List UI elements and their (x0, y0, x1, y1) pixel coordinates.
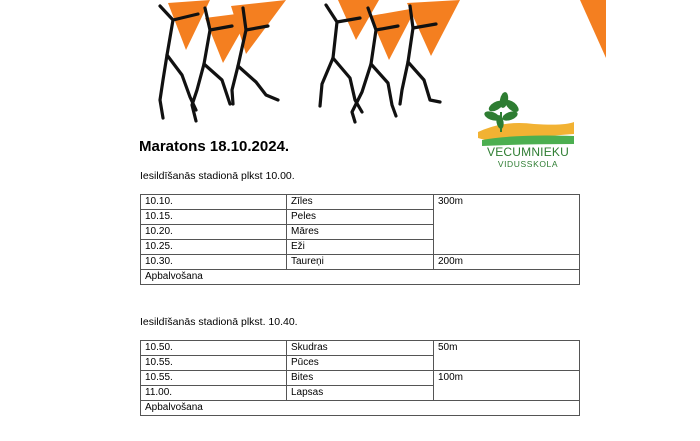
time-cell: 11.00. (141, 386, 287, 401)
running-figures-illustration (0, 0, 700, 130)
distance-cell: 100m (434, 371, 580, 401)
schedule-table-1 (140, 194, 580, 285)
time-cell: 10.50. (141, 341, 287, 356)
table-row (141, 255, 580, 270)
time-cell: 10.15. (141, 210, 287, 225)
group-cell: Bites (287, 371, 434, 386)
logo-text-school-type: VIDUSSKOLA (497, 159, 559, 169)
group-cell: Zīles (287, 195, 434, 210)
distance-cell: 300m (434, 195, 580, 255)
schedule-table-2 (140, 340, 580, 416)
table-row (141, 371, 580, 386)
group-cell: Pūces (287, 356, 434, 371)
group-cell: Skudras (287, 341, 434, 356)
distance-cell: 200m (434, 255, 580, 270)
time-cell: 10.25. (141, 240, 287, 255)
table-row (141, 195, 580, 210)
section-2-intro: Iesildīšanās stadionā plkst. 10.40. (140, 316, 298, 328)
awards-cell: Apbalvošana (141, 270, 580, 285)
group-cell: Māres (287, 225, 434, 240)
time-cell: 10.55. (141, 371, 287, 386)
time-cell: 10.10. (141, 195, 287, 210)
group-cell: Lapsas (287, 386, 434, 401)
group-cell: Peles (287, 210, 434, 225)
logo-text-school-name: VECUMNIEKU (486, 145, 569, 159)
page-title: Maratons 18.10.2024. (139, 138, 290, 155)
time-cell: 10.30. (141, 255, 287, 270)
group-cell: Taureņi (287, 255, 434, 270)
section-1-intro: Iesildīšanās stadionā plkst 10.00. (140, 170, 295, 182)
awards-cell: Apbalvošana (141, 401, 580, 416)
table-row (141, 341, 580, 356)
table-row (141, 401, 580, 416)
time-cell: 10.20. (141, 225, 287, 240)
group-cell: Eži (287, 240, 434, 255)
time-cell: 10.55. (141, 356, 287, 371)
distance-cell: 50m (434, 341, 580, 371)
table-row (141, 270, 580, 285)
